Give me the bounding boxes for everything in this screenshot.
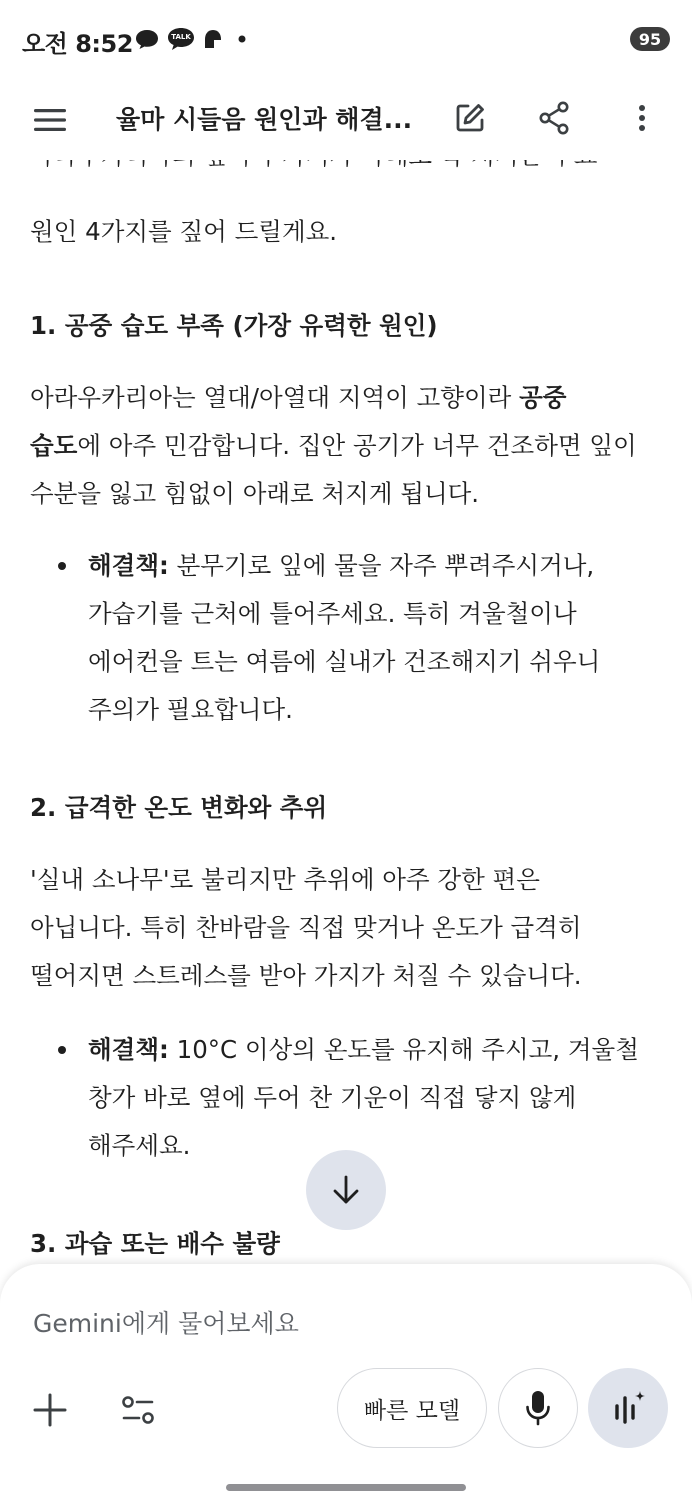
bullet-line: 에어컨을 트는 여름에 실내가 건조해지기 쉬우니 xyxy=(88,647,601,676)
bullet-line: 창가 바로 옆에 두어 찬 기운이 직접 닿지 않게 xyxy=(88,1083,577,1112)
bullet-label: 해결책: xyxy=(88,551,169,580)
section-paragraph xyxy=(30,374,670,518)
paragraph-line: 아닙니다. 특히 찬바람을 직접 맞거나 온도가 급격히 xyxy=(30,913,582,942)
response-content[interactable] xyxy=(0,160,692,1270)
intro-line: 원인 4가지를 짚어 드릴게요. xyxy=(30,217,338,246)
tools-icon xyxy=(120,1393,156,1427)
notification-app-icon xyxy=(202,27,224,51)
mic-icon xyxy=(525,1389,551,1427)
menu-icon xyxy=(33,107,67,133)
notification-icons xyxy=(134,26,246,52)
status-time: 오전 8:52 xyxy=(22,30,133,58)
live-button[interactable] xyxy=(588,1368,668,1448)
paragraph-line xyxy=(30,422,670,470)
bold-text: 습도 xyxy=(30,431,78,460)
new-chat-button[interactable] xyxy=(452,100,488,136)
share-icon xyxy=(538,101,570,135)
text-run: 수분을 잃고 힘없이 아래로 처지게 됩니다. xyxy=(30,479,480,508)
kakao-badge-text: TALK xyxy=(171,33,191,41)
home-indicator[interactable] xyxy=(226,1484,466,1491)
section-heading: 1. 공중 습도 부족 (가장 유력한 원인) xyxy=(30,311,438,340)
menu-button[interactable] xyxy=(30,102,70,138)
conversation-title[interactable]: 율마 시들음 원인과 해결... xyxy=(116,105,413,134)
battery-indicator: 95 xyxy=(630,27,670,51)
bullet-label: 해결책: xyxy=(88,1035,169,1064)
bullet-text xyxy=(88,542,670,734)
model-selector-button[interactable]: 빠른 모델 xyxy=(337,1368,487,1448)
text-run: 분무기로 잎에 물을 자주 뿌려주시거나, xyxy=(168,551,595,580)
prompt-input[interactable]: Gemini에게 물어보세요 xyxy=(33,1309,299,1338)
chat-bubble-icon xyxy=(134,27,160,51)
kakaotalk-icon xyxy=(166,26,196,52)
share-button[interactable] xyxy=(536,100,572,136)
app-bar xyxy=(0,80,692,160)
text-run: 에 아주 민감합니다. 집안 공기가 너무 건조하면 잎이 xyxy=(77,431,637,460)
paragraph-line: 떨어지면 스트레스를 받아 가지가 처질 수 있습니다. xyxy=(30,961,582,990)
paragraph-line: '실내 소나무'로 불리지만 추위에 아주 강한 편은 xyxy=(30,865,540,894)
section-heading: 2. 급격한 온도 변화와 추위 xyxy=(30,793,328,822)
paragraph-line xyxy=(30,470,670,518)
bullet-line xyxy=(88,1026,670,1074)
arrow-down-icon xyxy=(331,1174,361,1206)
bullet-text xyxy=(88,1026,670,1170)
bullet-dot xyxy=(58,1046,66,1054)
more-options-button[interactable] xyxy=(624,100,660,136)
text-run: 아라우카리아는 열대/아열대 지역이 고향이라 xyxy=(30,383,520,412)
bullet-dot xyxy=(58,562,66,570)
more-vert-icon xyxy=(638,104,646,132)
paragraph-line xyxy=(30,374,670,422)
dot-icon xyxy=(238,35,246,43)
prompt-panel xyxy=(0,1264,692,1500)
section-heading: 3. 과습 또는 배수 불량 xyxy=(30,1229,280,1258)
section-paragraph xyxy=(30,856,670,1000)
text-run: 10°C 이상의 온도를 유지해 주시고, 겨울철 xyxy=(168,1035,639,1064)
scroll-to-bottom-button[interactable] xyxy=(306,1150,386,1230)
add-attachment-button[interactable] xyxy=(28,1388,72,1432)
bullet-line: 해주세요. xyxy=(88,1131,191,1160)
bold-text: 공중 xyxy=(519,383,567,412)
live-icon xyxy=(608,1388,648,1428)
tools-button[interactable] xyxy=(116,1388,160,1432)
plus-icon xyxy=(33,1393,67,1427)
status-bar xyxy=(0,0,692,80)
bullet-line xyxy=(88,542,670,590)
voice-input-button[interactable] xyxy=(498,1368,578,1448)
bullet-line: 주의가 필요합니다. xyxy=(88,695,293,724)
edit-icon xyxy=(454,102,486,134)
bullet-line: 가습기를 근처에 틀어주세요. 특히 겨울철이나 xyxy=(88,599,577,628)
